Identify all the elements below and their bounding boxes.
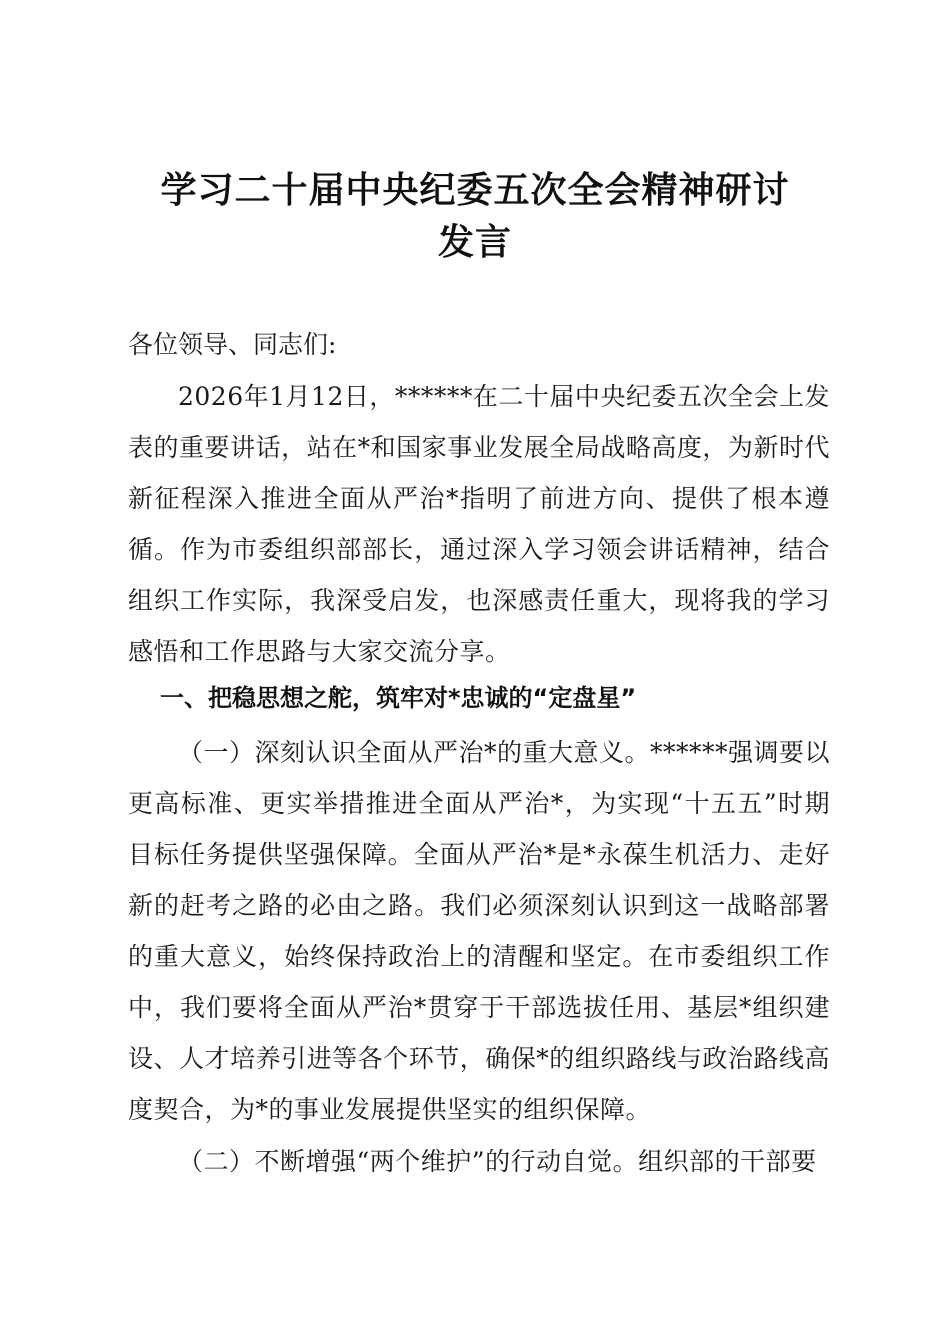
document-title-line-1: 学习二十届中央纪委五次全会精神研讨 [160, 169, 790, 211]
paragraph-section-1-2: （二）不断增强“两个维护”的行动自觉。组织部的干部要 [178, 1147, 817, 1176]
salutation: 各位领导、同志们: [128, 330, 337, 359]
paragraph-section-1-1: （一）深刻认识全面从严治*的重大意义。******强调要以更高标准、更实举措推进全面从严治*，为实现“十五五”时期目标任务提供坚强保障。全面从严治*是*永葆生机活力、走好新的赶考之路的必由之路。我们必须深刻认识到这一战略部署的重大意义，始终保持政治上的清醒和坚定。在市委组织工作中，我们要将全面从严治*贯穿于干部选拔任用、基层*组织建设、人才培养引进等各个环节，确保*的组织路线与政治路线高度契合，为*的事业发展提供坚实的组织保障。 [128, 738, 831, 1124]
document-title-line-2: 发言 [437, 221, 512, 263]
paragraph-intro: 2026年1月12日，******在二十届中央纪委五次全会上发表的重要讲话，站在*和国家事业发展全局战略高度，为新时代新征程深入推进全面从严治*指明了前进方向、提供了根本遵循。作为市委组织部部长，通过深入学习领会讲话精神，结合组织工作实际，我深受启发，也深感责任重大，现将我的学习感悟和工作思路与大家交流分享。 [128, 382, 830, 666]
section-heading-1: 一、把稳思想之舵，筑牢对*忠诚的“定盘星” [160, 684, 637, 712]
